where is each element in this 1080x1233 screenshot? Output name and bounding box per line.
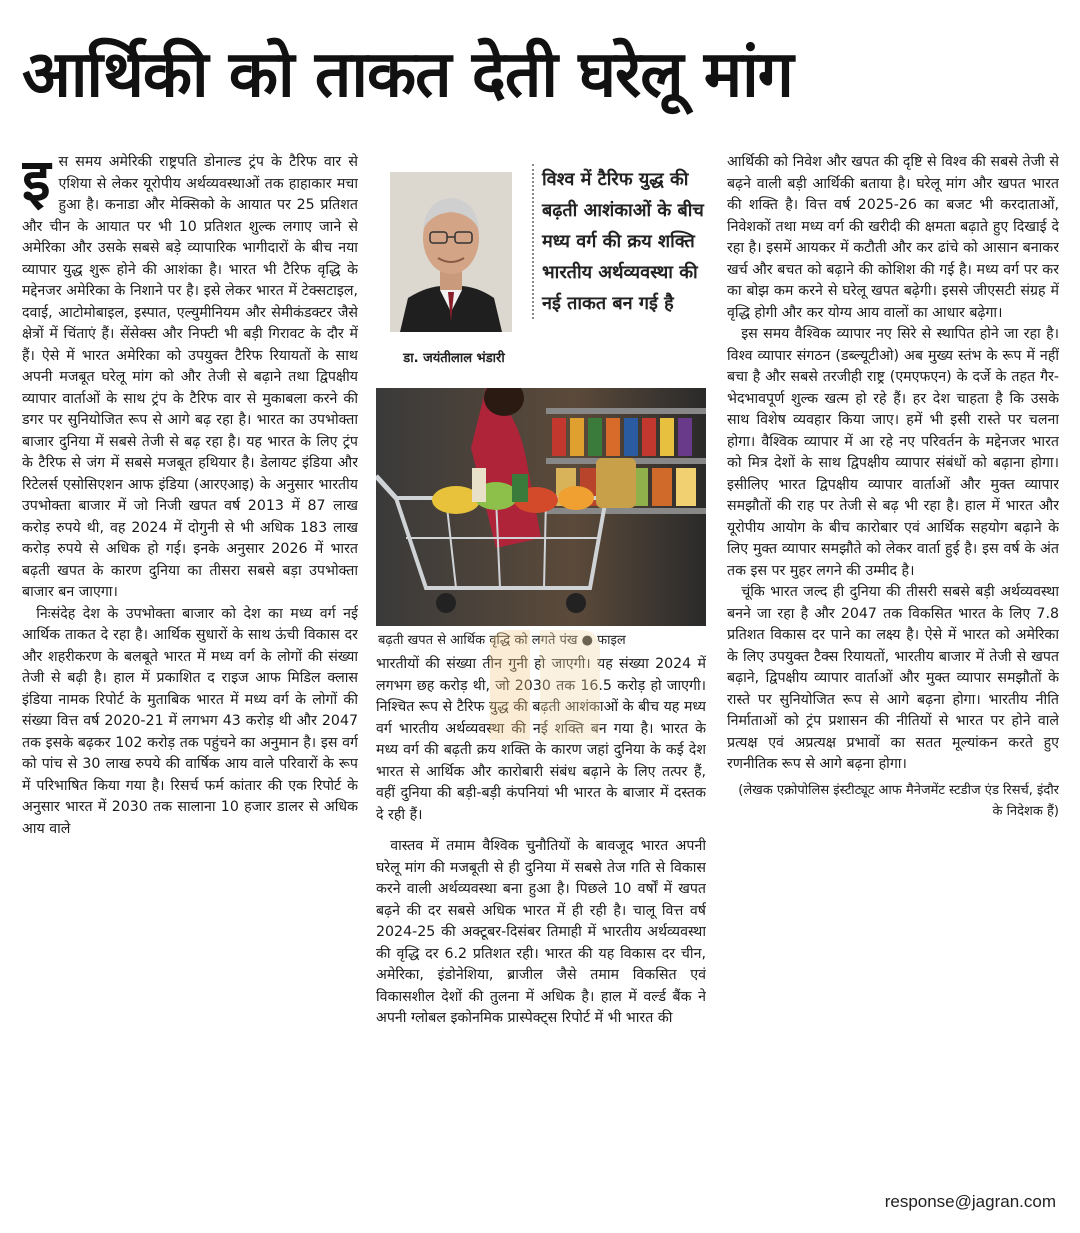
paragraph: आर्थिकी को निवेश और खपत की दृष्टि से विश्व की सबसे तेजी से बढ़ने वाली बड़ी आर्थिकी बताया है। घरेलू मांग और खपत भारत की शक्ति है। वित्त वर्ष 2025-26 का बजट भी करदाताओं, निवेशकों तथा मध्य वर्ग की खरीदी की क्षमता बढ़ाते हुए दिखाई दे रहा है। इसमें आयकर में कटौती और कर ढांचे को आसान बनाकर खर्च और बचत को बढ़ाने की कोशिश की गई है। मध्य वर्ग पर कर का बोझ कम करने से घरेलू खपत बढ़ेगी। इससे जीएसटी संग्रह में वृद्धि होगी और कर योग्य आय वालों का आधार बढ़ेगा।	[727, 154, 1059, 321]
paragraph: निःसंदेह देश के उपभोक्ता बाजार को देश का मध्य वर्ग नई आर्थिक ताकत दे रहा है। आर्थिक सुधारों के साथ ऊंची विकास दर और शहरीकरण के बलबूते भारत में मध्य वर्ग के लोगों की संख्या तेजी से बढ़ी है। हाल में प्रकाशित द राइज आफ मिडिल क्लास इंडिया नामक रिपोर्ट के मुताबिक भारत में मध्य वर्ग के लोगों की संख्या वित्त वर्ष 2020-21 में लगभग 43 करोड़ थी और 2047 तक इसके बढ़कर 102 करोड़ तक पहुंचने का अनुमान है। इस वर्ग को पांच से 30 लाख रुपये की वार्षिक आय वाले परिवारों के रूप में परिभाषित किया गया है। रिसर्च फर्म कांतार की एक रिपोर्ट के अनुसार भारत में 2030 तक सालाना 10 हजार डालर से अधिक आय वाले	[22, 605, 358, 837]
pull-quote-text: विश्व में टैरिफ युद्ध की बढ़ती आशंकाओं के बीच मध्य वर्ग की क्रय शक्ति भारतीय अर्थव्यवस्था की नई ताकत बन गई है	[532, 164, 712, 319]
article-photo	[376, 388, 706, 626]
pull-quote-box	[376, 158, 706, 378]
headline: आर्थिकी को ताकत देती घरेलू मांग	[22, 38, 793, 112]
author-name: डा. जयंतीलाल भंडारी	[403, 351, 505, 366]
article-column-1	[22, 152, 358, 1220]
paragraph: भारतीयों की संख्या तीन गुनी हो जाएगी। यह संख्या 2024 में लगभग छह करोड़ थी, जो 2030 तक 16.5 करोड़ हो जाएगी। निश्चित रूप से टैरिफ युद्ध की बढ़ती आशंकाओं के बीच यह मध्य वर्ग भारतीय अर्थव्यवस्था की नई शक्ति बन गया है। भारत के मध्य वर्ग की बढ़ती क्रय शक्ति के कारण जहां दुनिया के कई देश भारत से आर्थिक और कारोबारी संबंध बढ़ाने के लिए तत्पर हैं, वहीं दुनिया की बड़ी-बड़ी कंपनियां भी भारत के बाजार में दस्तक दे रही हैं।	[376, 656, 706, 823]
paragraph: चूंकि भारत जल्द ही दुनिया की तीसरी सबसे बड़ी अर्थव्यवस्था बनने जा रहा है और 2047 तक विकसित भारत के लिए 7.8 प्रतिशत विकास दर पाने का लक्ष्य है। ऐसे में भारत को अमेरिका के लिए उपयुक्त टैक्स रियायतों, भारतीय बाजार में तेजी से खपत बढ़ाने, द्विपक्षीय व्यापार वार्ताओं और मुक्त व्यापार समझौतों के रास्ते पर सुनियोजित रूप से आगे बढ़ना होगा। भारतीय नीति निर्माताओं को ट्रंप प्रशासन की नीतियों से भारत पर होने वाले प्रत्यक्ष एवं अप्रत्यक्ष प्रभावों का सतत मूल्यांकन करते हुए रणनीतिक रूप से आगे बढ़ना होगा।	[727, 584, 1059, 772]
drop-cap: इ	[22, 152, 51, 214]
paragraph: इस समय अमेरिकी राष्ट्रपति डोनाल्ड ट्रंप के टैरिफ वार से एशिया से लेकर यूरोपीय अर्थव्यवस्थाओं तक हाहाकार मचा हुआ है। कनाडा और मेक्सिको के आयात पर 25 प्रतिशत और चीन के आयात पर भी 10 प्रतिशत शुल्क लगाए जाने से अमेरिका और उसके सबसे बड़े व्यापारिक भागीदारों के बीच नया व्यापार युद्ध शुरू होने की आशंका है। भारत भी टैरिफ वृद्धि के मद्देनजर अमेरिका के निशाने पर है। इसे लेकर भारत में टेक्सटाइल, दवाई, आटोमोबाइल, इस्पात, एल्युमीनियम और सेमीकंडक्टर जैसे क्षेत्रों में चिंताएं हैं। सेंसेक्स और निफ्टी भी बड़ी गिरावट के दौर में हैं। ऐसे में भारत अमेरिका को उपयुक्त टैरिफ रियायतों के साथ अपनी मजबूत घरेलू मांग को और तेजी से बढ़ाने तथा द्विपक्षीय व्यापार वार्ताओं के साथ ट्रंप के टैरिफ वार से मुकाबला करने की डगर पर सुनियोजित रूप से आगे बढ़ रहा है। भारत का उपभोक्ता बाजार दुनिया में सबसे तेजी से बढ़ रहा है। यह भारत के लिए ट्रंप के टैरिफ से जंग में सबसे मजबूत हथियार है। डेलायट इंडिया और रिटेलर्स एसोसिएशन आफ इंडिया (आरएआइ) के अनुसार भारतीय उपभोक्ता बाजार में जो निजी खपत वर्ष 2013 में 87 लाख करोड़ रुपये थी, वह 2024 में दोगुनी से भी अधिक 183 लाख करोड़ रुपये से अधिक हो गई। इनके अनुसार 2026 में भारत बढ़ती खपत के कारण दुनिया का तीसरा सबसे बड़ा उपभोक्ता बाजार बन जाएगा।	[22, 152, 358, 600]
contact-email[interactable]: response@jagran.com	[884, 1192, 1056, 1211]
photo-caption: बढ़ती खपत से आर्थिक वृद्धि को लगते पंख ● फाइल	[378, 633, 626, 648]
article-column-3	[727, 152, 1059, 1220]
author-portrait-illustration	[390, 172, 512, 332]
shopping-cart-illustration	[376, 388, 706, 626]
author-photo	[390, 172, 512, 332]
article-column-2	[376, 654, 706, 1220]
paragraph: वास्तव में तमाम वैश्विक चुनौतियों के बावजूद भारत अपनी घरेलू मांग की मजबूती से ही दुनिया में सबसे तेज गति से विकास करने वाली अर्थव्यवस्था बना हुआ है। पिछले 10 वर्षों में खपत बढ़ने की दर सबसे अधिक भारत में ही रही है। चालू वित्त वर्ष 2024-25 की अक्टूबर-दिसंबर तिमाही में भारतीय अर्थव्यवस्था की वृद्धि दर 6.2 प्रतिशत रही। भारत की यह विकास दर चीन, अमेरिका, इंडोनेशिया, ब्राजील जैसे तमाम विकसित एवं विकासशील देशों की तुलना में अधिक है। हाल में वर्ल्ड बैंक ने अपनी ग्लोबल इकोनमिक प्रास्पेक्ट्स रिपोर्ट में भी भारत की	[376, 838, 706, 1026]
paragraph: इस समय वैश्विक व्यापार नए सिरे से स्थापित होने जा रहा है। विश्व व्यापार संगठन (डब्ल्यूटीओ) अब मुख्य स्तंभ के रूप में नहीं बचा है और सबसे तरजीही राष्ट्र (एमएफएन) के दर्जे के तहत गैर-भेदभावपूर्ण शुल्क खत्म हो रहे हैं। हर देश चाहता है कि उसके साथ विशेष व्यवहार किया जाए। हमें भी इसी रास्ते पर चलना होगा। वैश्विक व्यापार में आ रहे नए परिवर्तन के मद्देनजर भारत को मित्र देशों के साथ द्विपक्षीय व्यापार संबंधों को बढ़ाना होगा। इसीलिए भारत द्विपक्षीय व्यापार वार्ताओं और मुक्त व्यापार समझौतों की राह पर तेजी से बढ़ भी रहा है। हाल में भारत और यूरोपीय आयोग के बीच कारोबार एवं आर्थिक सहयोग बढ़ाने के लिए मुक्त व्यापार समझौते को लेकर वार्ता हुई है। इस वर्ष के अंत तक इस पर मुहर लगने की उम्मीद है।	[727, 326, 1059, 579]
author-byline: (लेखक एक्रोपोलिस इंस्टीट्यूट आफ मैनेजमेंट स्टडीज एंड रिसर्च, इंदौर के निदेशक हैं)	[738, 782, 1059, 819]
